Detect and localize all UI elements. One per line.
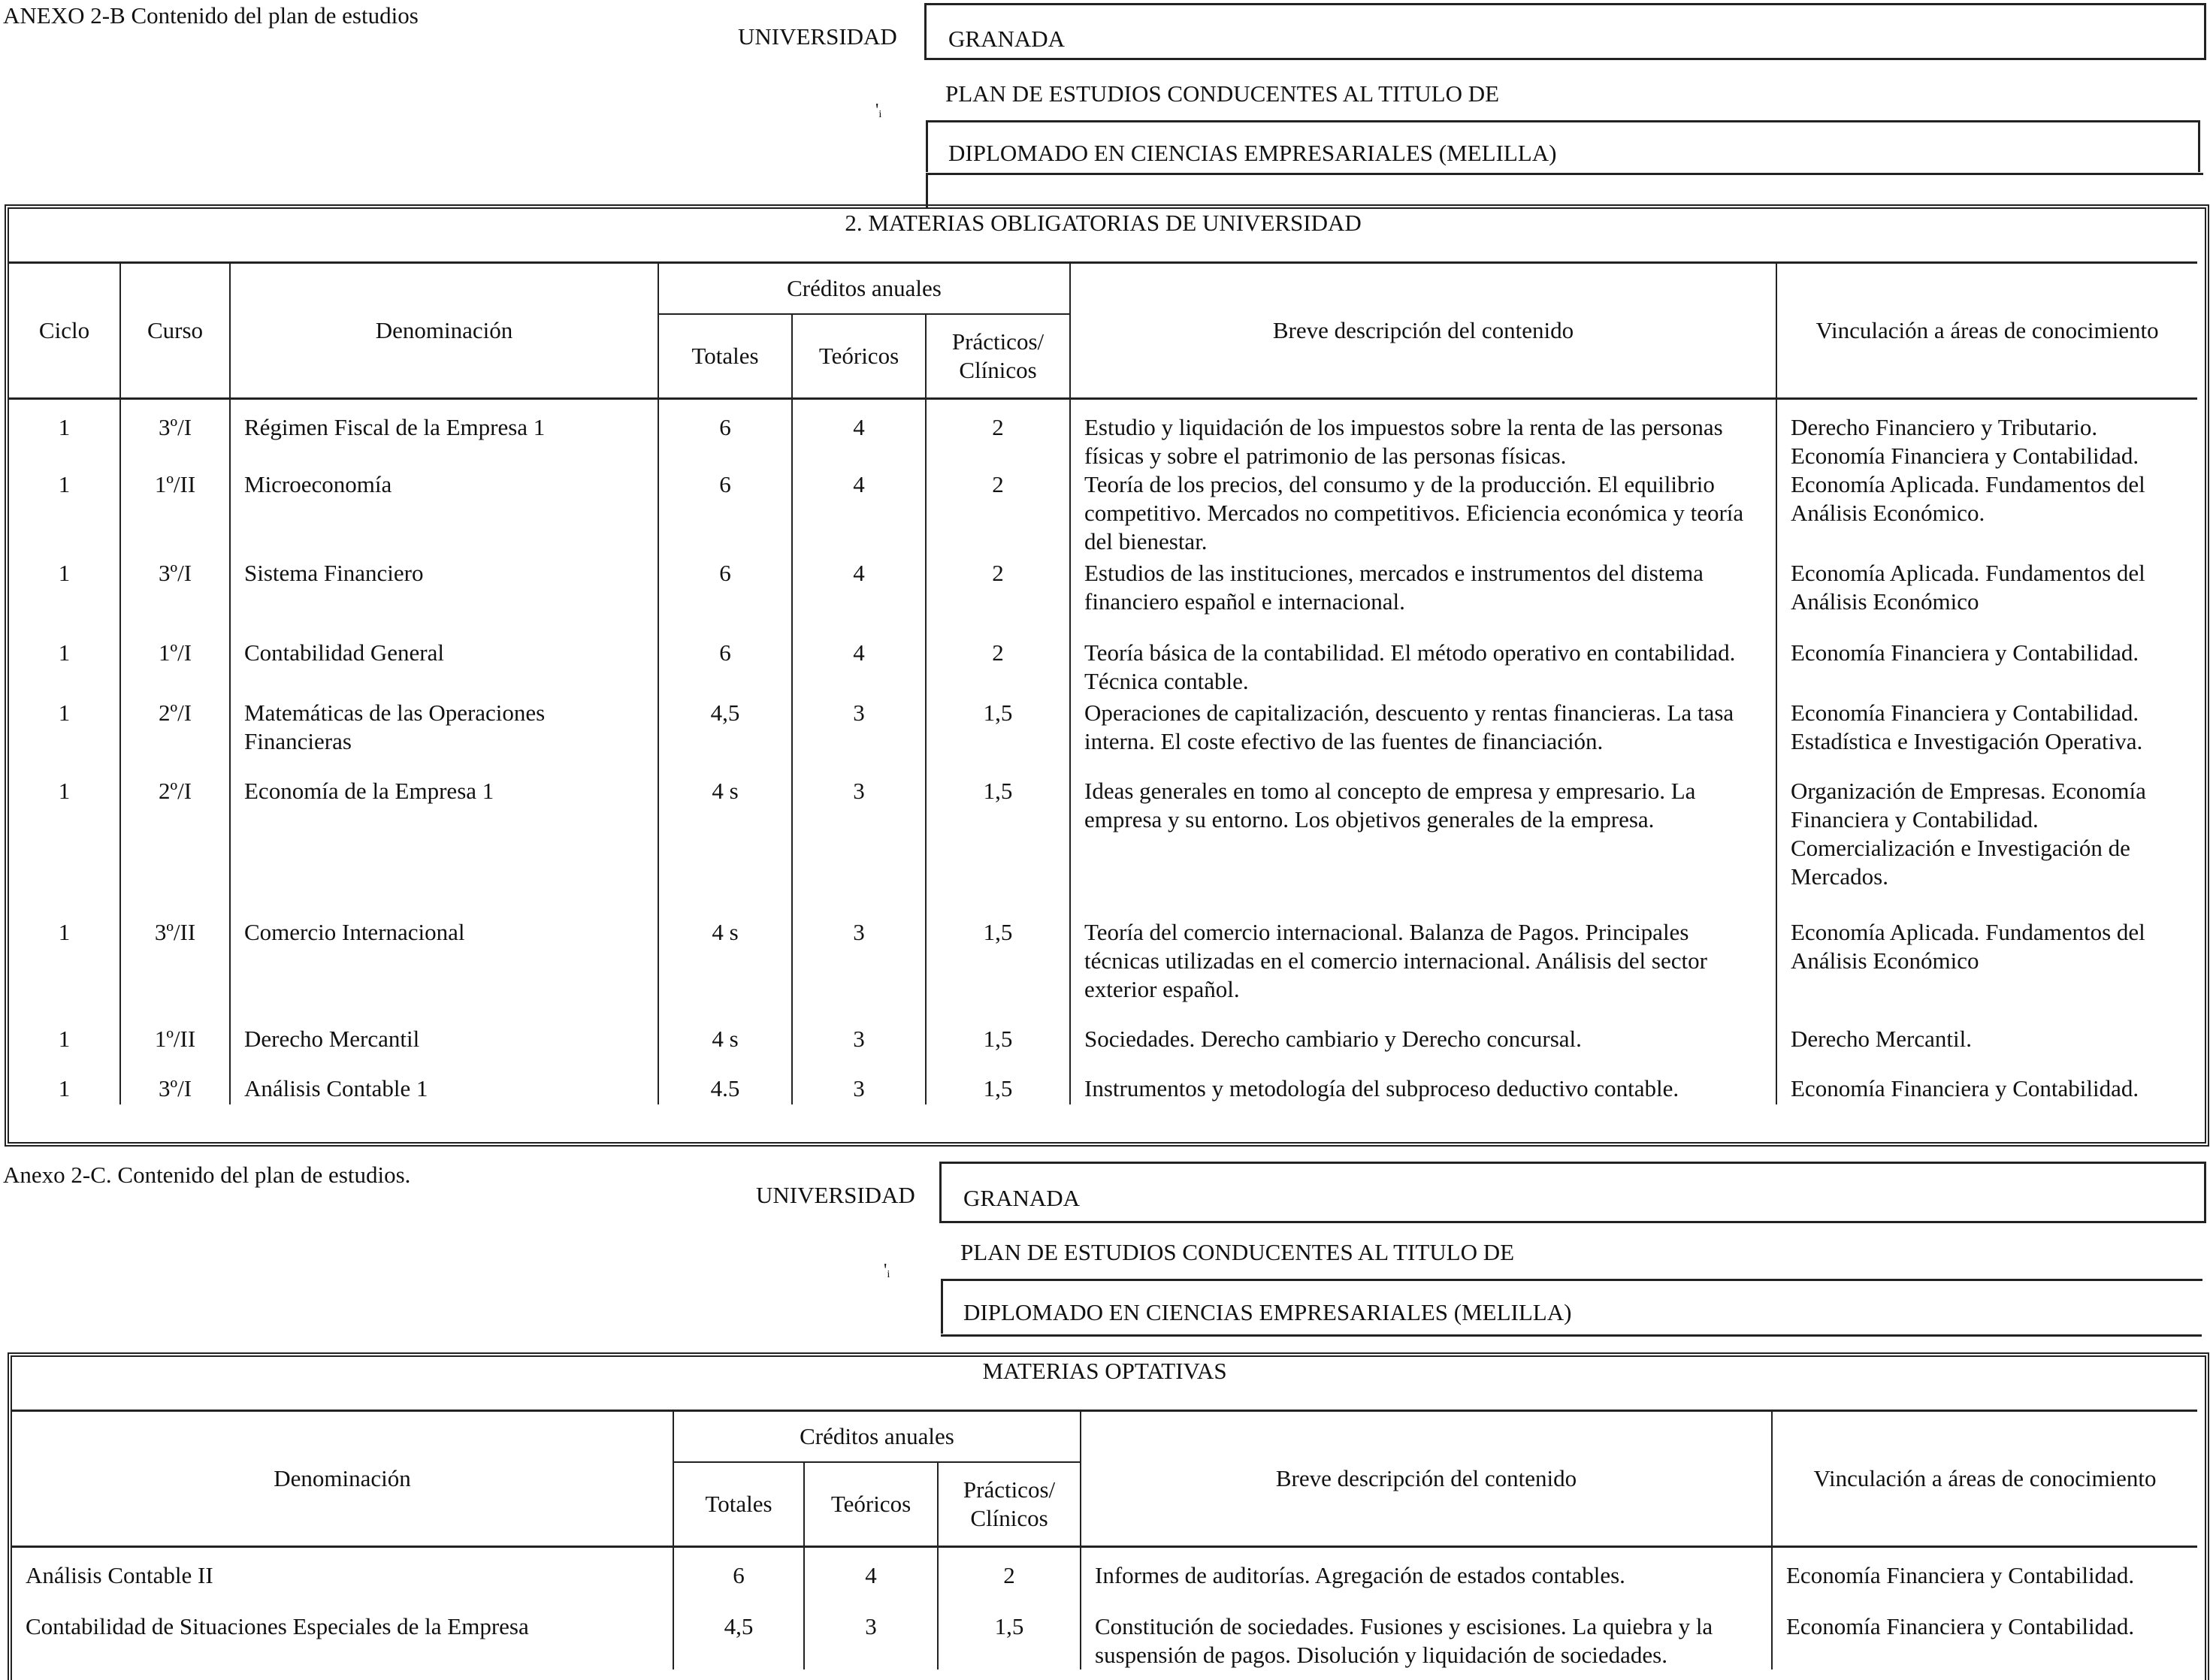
cell-totales: 4.5 (658, 1053, 792, 1104)
cell-vinculacion: Economía Aplicada. Fundamentos del Análisis Económico. (1776, 470, 2197, 556)
cell-practicos: 2 (926, 470, 1070, 556)
cell-totales: 6 (658, 470, 792, 556)
cell-practicos: 2 (938, 1548, 1081, 1590)
table-row (9, 400, 2197, 470)
cell-ciclo: 1 (58, 560, 71, 586)
cell-vinculacion: Derecho Financiero y Tributario. Economía Financiera y Contabilidad. (1776, 400, 2197, 470)
university-box-b (924, 3, 2206, 60)
cell-descripcion: Instrumentos y metodología del subproceso deductivo contable. (1070, 1053, 1776, 1104)
cell-descripcion: Constitución de sociedades. Fusiones y escisiones. La quiebra y la suspensión de pagos. Disolución y liquidación de sociedades. (1081, 1590, 1772, 1669)
col-descripcion: Breve descripción del contenido (1070, 263, 1776, 399)
cell-curso: 2º/I (120, 756, 230, 891)
table-row (9, 556, 2197, 616)
cell-denominacion: Microeconomía (230, 470, 658, 556)
cell-descripcion: Teoría de los precios, del consumo y de la producción. El equilibrio competitivo. Mercados no competitivos. Eficiencia económica y teoría del bienestar. (1070, 470, 1776, 556)
cell-denominacion: Análisis Contable II (26, 1562, 213, 1588)
col-vinculacion: Vinculación a áreas de conocimiento (1772, 1411, 2197, 1547)
cell-curso: 3º/II (120, 891, 230, 1004)
university-value-b: GRANADA (948, 26, 1065, 52)
cell-vinculacion: Economía Financiera y Contabilidad. Estadística e Investigación Operativa. (1776, 696, 2197, 756)
cell-totales: 4 s (658, 1004, 792, 1053)
cell-teoricos: 3 (792, 1053, 926, 1104)
col-descripcion: Breve descripción del contenido (1081, 1411, 1772, 1547)
cell-teoricos: 4 (804, 1548, 938, 1590)
table-row (9, 616, 2197, 696)
col-teoricos: Teóricos (804, 1462, 938, 1547)
cell-descripcion: Teoría del comercio internacional. Balanza de Pagos. Principales técnicas utilizadas en el comercio internacional. Análisis del sector exterior español. (1070, 891, 1776, 1004)
cell-curso: 1º/II (120, 470, 230, 556)
cell-ciclo: 1 (58, 639, 71, 666)
cell-practicos: 1,5 (926, 696, 1070, 756)
cell-practicos: 1,5 (926, 891, 1070, 1004)
cell-vinculacion: Economía Aplicada. Fundamentos del Análisis Económico (1776, 891, 2197, 1004)
table-row (9, 1004, 2197, 1053)
cell-vinculacion: Economía Financiera y Contabilidad. (1776, 1053, 2197, 1104)
cell-descripcion: Informes de auditorías. Agregación de estados contables. (1081, 1548, 1772, 1590)
col-practicos: Prácticos/ Clínicos (926, 314, 1070, 399)
cell-denominacion: Análisis Contable 1 (230, 1053, 658, 1104)
cell-curso: 3º/I (120, 1053, 230, 1104)
stray-mark-b: 'ᵢ (875, 101, 882, 120)
cell-descripcion: Estudios de las instituciones, mercados e instrumentos del distema financiero español e internacional. (1070, 556, 1776, 616)
cell-descripcion: Operaciones de capitalización, descuento y rentas financieras. La tasa interna. El coste efectivo de las fuentes de financiación. (1070, 696, 1776, 756)
degree-b: DIPLOMADO EN CIENCIAS EMPRESARIALES (MELILLA) (948, 140, 1557, 166)
annex-b-label: ANEXO 2-B Contenido del plan de estudios (3, 2, 419, 29)
cell-vinculacion: Economía Aplicada. Fundamentos del Análisis Económico (1776, 556, 2197, 616)
table-c (12, 1357, 2197, 1669)
cell-teoricos: 4 (792, 400, 926, 470)
plan-line-b: PLAN DE ESTUDIOS CONDUCENTES AL TITULO DE (945, 80, 1500, 107)
col-practicos: Prácticos/ Clínicos (938, 1462, 1081, 1547)
university-box-c (939, 1162, 2206, 1223)
cell-teoricos: 4 (792, 470, 926, 556)
cell-denominacion: Derecho Mercantil (230, 1004, 658, 1053)
cell-vinculacion: Economía Financiera y Contabilidad. (1772, 1590, 2197, 1669)
university-value-c: GRANADA (963, 1185, 1080, 1211)
cell-teoricos: 3 (804, 1590, 938, 1669)
cell-totales: 4 s (658, 891, 792, 1004)
plan-line-c: PLAN DE ESTUDIOS CONDUCENTES AL TITULO DE (960, 1239, 1515, 1265)
col-totales: Totales (673, 1462, 804, 1547)
cell-ciclo: 1 (58, 1075, 71, 1101)
cell-totales: 6 (673, 1548, 804, 1590)
cell-descripcion: Estudio y liquidación de los impuestos sobre la renta de las personas físicas y sobre el patrimonio de las personas físicas. (1070, 400, 1776, 470)
table-row (9, 470, 2197, 556)
table-row (9, 696, 2197, 756)
cell-denominacion: Economía de la Empresa 1 (230, 756, 658, 891)
cell-curso: 3º/I (120, 400, 230, 470)
cell-denominacion: Contabilidad General (230, 616, 658, 696)
cell-curso: 1º/II (120, 1004, 230, 1053)
cell-practicos: 2 (926, 616, 1070, 696)
cell-vinculacion: Organización de Empresas. Economía Financiera y Contabilidad. Comercialización e Investigación de Mercados. (1776, 756, 2197, 891)
cell-denominacion: Comercio Internacional (230, 891, 658, 1004)
col-teoricos: Teóricos (792, 314, 926, 399)
cell-practicos: 1,5 (926, 1004, 1070, 1053)
cell-practicos: 1,5 (926, 1053, 1070, 1104)
cell-practicos: 2 (926, 556, 1070, 616)
cell-totales: 6 (658, 400, 792, 470)
table-row (9, 891, 2197, 1004)
col-denominacion: Denominación (230, 263, 658, 399)
cell-practicos: 1,5 (938, 1590, 1081, 1669)
col-ciclo: Ciclo (38, 317, 90, 343)
cell-descripcion: Ideas generales en tomo al concepto de empresa y empresario. La empresa y su entorno. Los objetivos generales de la empresa. (1070, 756, 1776, 891)
col-creditos: Créditos anuales (658, 263, 1070, 315)
cell-curso: 2º/I (120, 696, 230, 756)
cell-ciclo: 1 (58, 1026, 71, 1052)
cell-denominacion: Régimen Fiscal de la Empresa 1 (230, 400, 658, 470)
cell-ciclo: 1 (58, 778, 71, 804)
cell-teoricos: 3 (792, 696, 926, 756)
table-row (9, 756, 2197, 891)
cell-vinculacion: Economía Financiera y Contabilidad. (1772, 1548, 2197, 1590)
cell-vinculacion: Derecho Mercantil. (1776, 1004, 2197, 1053)
university-label-b: UNIVERSIDAD (738, 23, 897, 50)
cell-denominacion: Contabilidad de Situaciones Especiales de la Empresa (26, 1613, 529, 1639)
cell-ciclo: 1 (58, 919, 71, 945)
cell-practicos: 1,5 (926, 756, 1070, 891)
cell-curso: 3º/I (120, 556, 230, 616)
table-b (9, 209, 2197, 1104)
col-totales: Totales (658, 314, 792, 399)
cell-denominacion: Sistema Financiero (230, 556, 658, 616)
cell-practicos: 2 (926, 400, 1070, 470)
cell-totales: 6 (658, 616, 792, 696)
table-b-title: 2. MATERIAS OBLIGATORIAS DE UNIVERSIDAD (9, 209, 2197, 263)
cell-descripcion: Sociedades. Derecho cambiario y Derecho concursal. (1070, 1004, 1776, 1053)
cell-teoricos: 4 (792, 616, 926, 696)
cell-teoricos: 3 (792, 891, 926, 1004)
cell-ciclo: 1 (58, 699, 71, 726)
annex-c-label: Anexo 2-C. Contenido del plan de estudios. (3, 1162, 411, 1188)
col-vinculacion: Vinculación a áreas de conocimiento (1776, 263, 2197, 399)
table-row (12, 1590, 2197, 1669)
cell-curso: 1º/I (120, 616, 230, 696)
cell-ciclo: 1 (58, 414, 71, 440)
cell-totales: 4,5 (658, 696, 792, 756)
university-label-c: UNIVERSIDAD (756, 1182, 915, 1208)
degree-c: DIPLOMADO EN CIENCIAS EMPRESARIALES (MELILLA) (963, 1299, 1572, 1325)
cell-totales: 4,5 (673, 1590, 804, 1669)
table-row (12, 1548, 2197, 1590)
cell-ciclo: 1 (58, 471, 71, 497)
cell-denominacion: Matemáticas de las Operaciones Financieras (230, 696, 658, 756)
cell-teoricos: 4 (792, 556, 926, 616)
col-denominacion: Denominación (274, 1465, 411, 1491)
cell-descripcion: Teoría básica de la contabilidad. El método operativo en contabilidad. Técnica contable. (1070, 616, 1776, 696)
stray-mark-c: 'ᵢ (884, 1261, 890, 1280)
table-c-title: MATERIAS OPTATIVAS (12, 1357, 2197, 1411)
col-curso: Curso (120, 263, 230, 399)
col-creditos: Créditos anuales (673, 1411, 1081, 1463)
table-row (9, 1053, 2197, 1104)
cell-teoricos: 3 (792, 1004, 926, 1053)
cell-totales: 6 (658, 556, 792, 616)
cell-vinculacion: Economía Financiera y Contabilidad. (1776, 616, 2197, 696)
cell-teoricos: 3 (792, 756, 926, 891)
cell-totales: 4 s (658, 756, 792, 891)
